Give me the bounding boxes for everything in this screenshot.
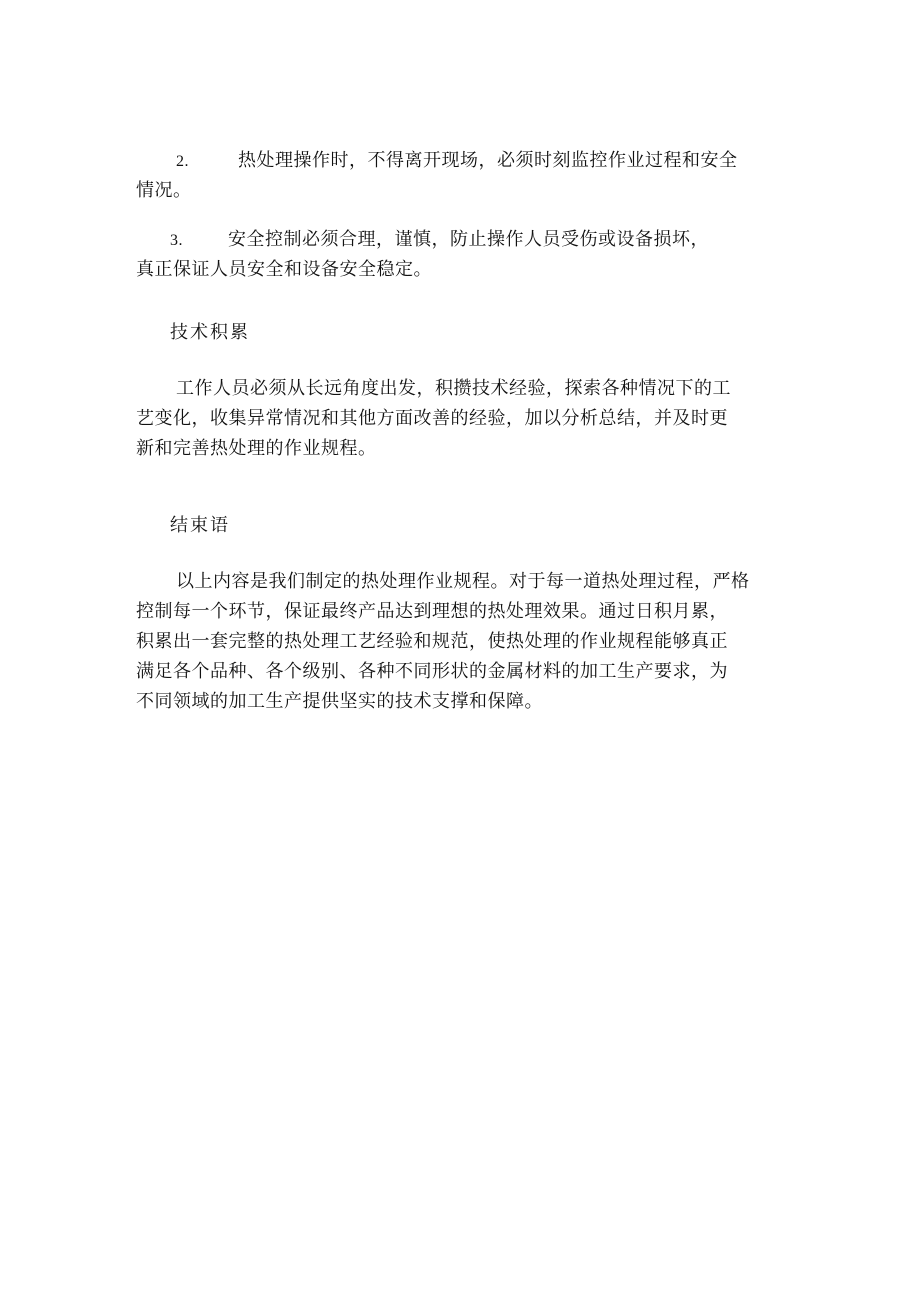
- list-number-2: 2.: [176, 153, 189, 170]
- list-item-2-text-1: 热处理操作时，不得离开现场，必须时刻监控作业过程和安全: [238, 150, 738, 171]
- list-item-2: [136, 146, 786, 206]
- list-item-3-line-2: 真正保证人员安全和设备安全稳定。: [136, 259, 432, 280]
- section-heading-tech: 技术积累: [170, 322, 250, 343]
- paragraph-line: 积累出一套完整的热处理工艺经验和规范，使热处理的作业规程能够真正: [136, 631, 728, 652]
- paragraph-line: 满足各个品种、各个级别、各种不同形状的金属材料的加工生产要求，为: [136, 661, 728, 682]
- section-conclusion-paragraph: [136, 567, 796, 717]
- list-item-3: [136, 225, 786, 285]
- paragraph-line: 不同领域的加工生产提供坚实的技术支撑和保障。: [136, 691, 543, 712]
- list-item-3-text-1: 安全控制必须合理，谨慎，防止操作人员受伤或设备损坏，: [228, 229, 709, 250]
- list-item-2-line-2: 情况。: [136, 180, 192, 201]
- list-number-3: 3.: [170, 232, 183, 249]
- paragraph-line: 控制每一个环节，保证最终产品达到理想的热处理效果。通过日积月累，: [136, 601, 728, 622]
- section-tech-paragraph: [136, 374, 796, 464]
- paragraph-line: 工作人员必须从长远角度出发，积攒技术经验，探索各种情况下的工: [176, 378, 731, 399]
- list-item-3-line-1: [136, 225, 786, 255]
- paragraph-line: 艺变化，收集异常情况和其他方面改善的经验，加以分析总结，并及时更: [136, 408, 728, 429]
- paragraph-line: 新和完善热处理的作业规程。: [136, 438, 377, 459]
- section-heading-conclusion: 结束语: [170, 515, 230, 536]
- paragraph-line: 以上内容是我们制定的热处理作业规程。对于每一道热处理过程，严格: [176, 571, 750, 592]
- list-item-2-line-1: [136, 146, 786, 176]
